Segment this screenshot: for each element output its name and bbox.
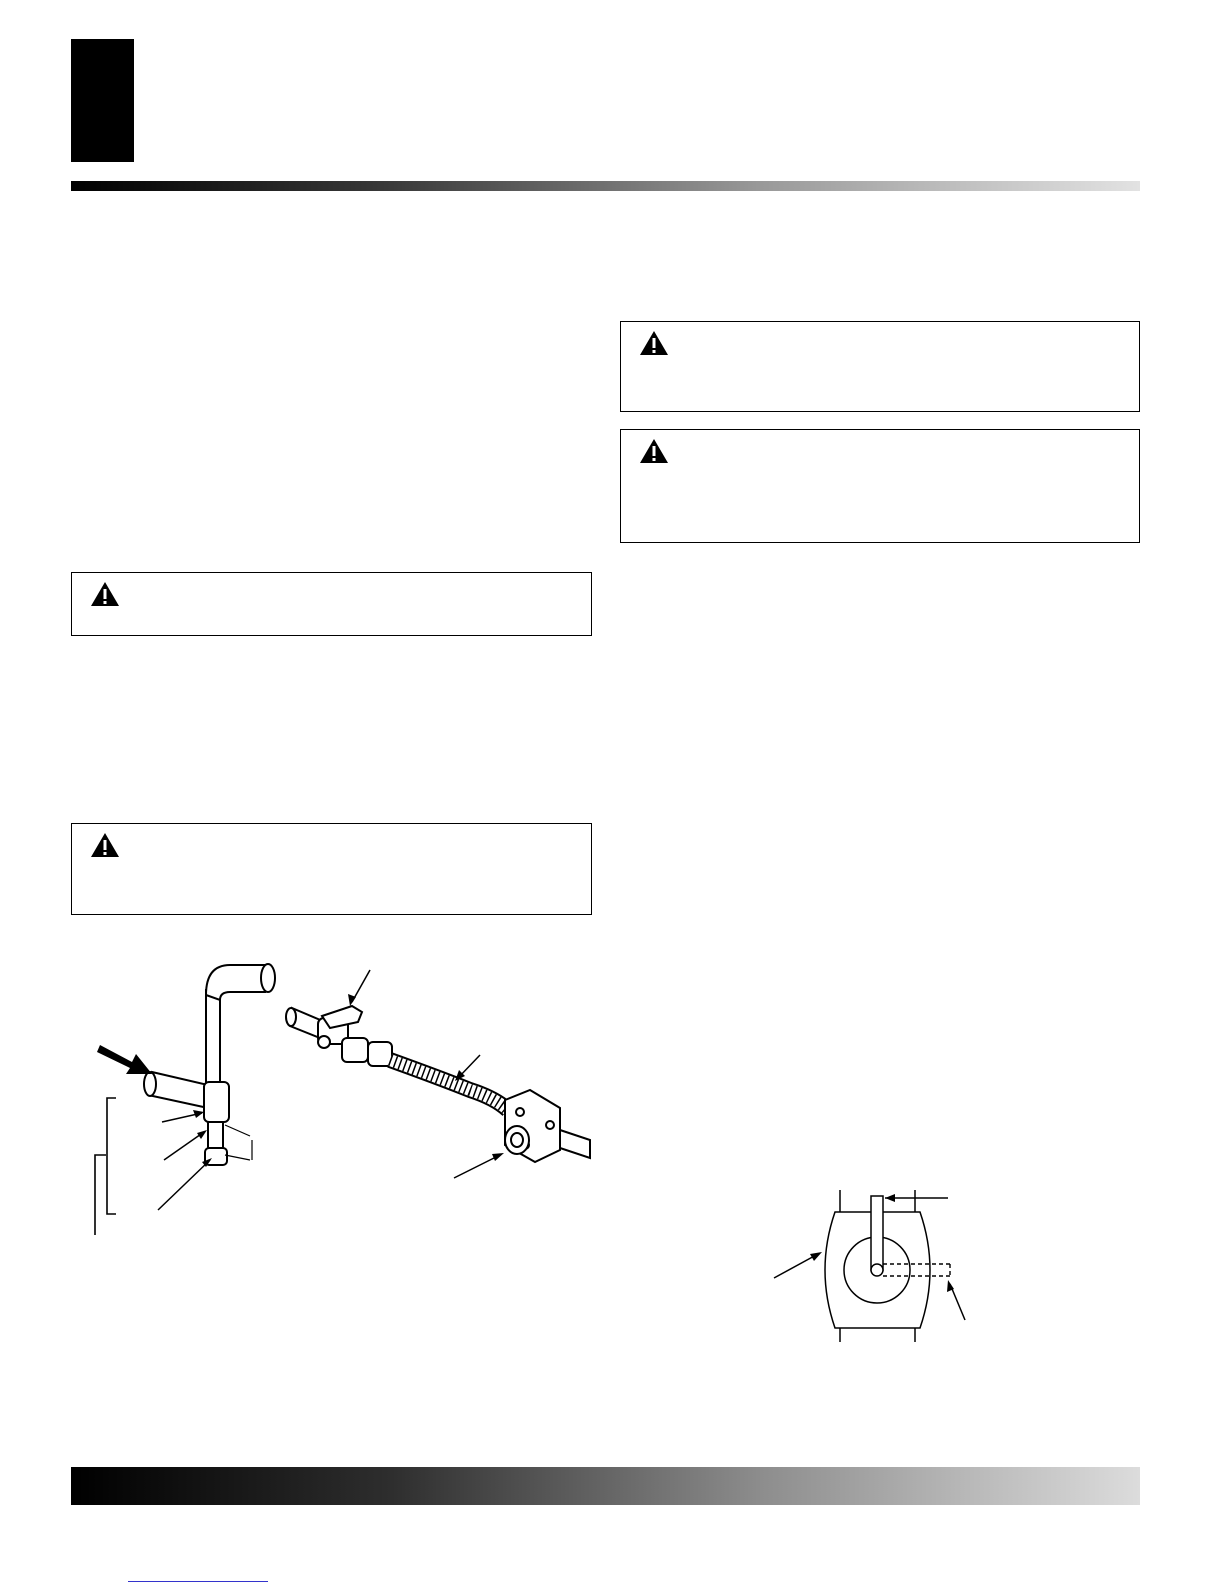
warning-box-right-2 [620, 429, 1140, 543]
gas-line-assembly-figure [80, 950, 600, 1250]
header-rule [71, 181, 1140, 191]
warning-triangle-icon [90, 832, 120, 858]
warning-box-right-1 [620, 321, 1140, 412]
warning-triangle-icon [90, 581, 120, 607]
section-tab-block [71, 39, 134, 162]
warning-triangle-icon [639, 330, 669, 356]
footer-bar [71, 1467, 1140, 1505]
warning-triangle-icon [639, 438, 669, 464]
warning-box-left-2 [71, 823, 592, 915]
footer-link-underline[interactable] [128, 1581, 268, 1582]
warning-box-left-1 [71, 572, 592, 636]
shutoff-valve-figure [760, 1180, 980, 1355]
